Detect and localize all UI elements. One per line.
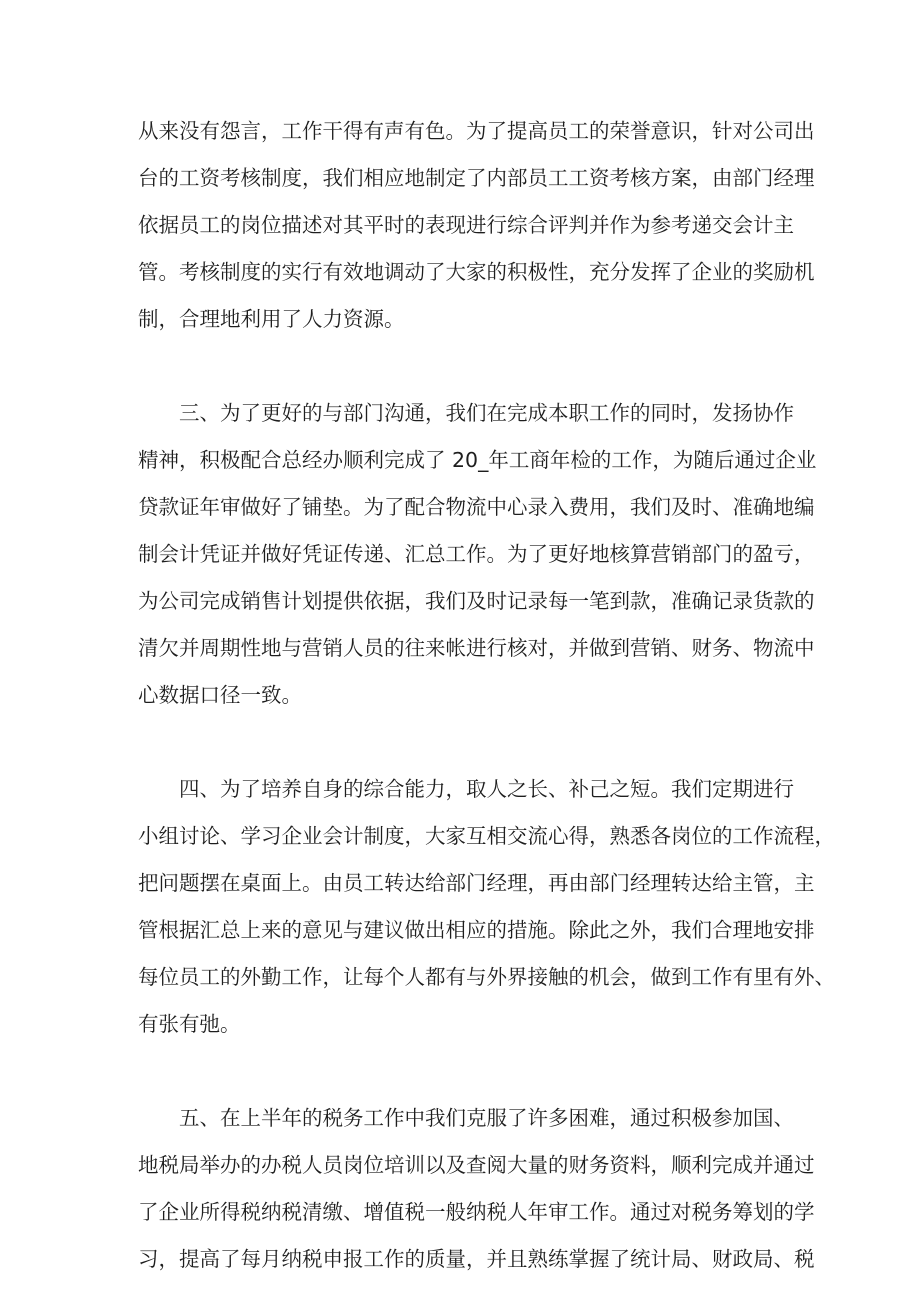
- paragraph-2-line-3: 贷款证年审做好了铺垫。为了配合物流中心录入费用，我们及时、准确地编: [138, 495, 815, 519]
- paragraph-2-line-5: 为公司完成销售计划提供依据，我们及时记录每一笔到款，准确记录货款的: [138, 589, 815, 613]
- paragraph-spacer: [138, 1048, 792, 1095]
- paragraph-4-line-1: 五、在上半年的税务工作中我们克服了许多困难，通过积极参加国、: [179, 1106, 794, 1130]
- paragraph-4-line-4: 习，提高了每月纳税申报工作的质量，并且熟练掌握了统计局、财政局、税: [138, 1247, 815, 1271]
- paragraph-3-line-3: 把问题摆在桌面上。由员工转达给部门经理，再由部门经理转达给主管，主: [138, 871, 815, 895]
- document-body: [138, 108, 835, 1283]
- paragraph-3: [138, 766, 835, 1048]
- paragraph-2-line-2: 精神，积极配合总经办顺利完成了 20_年工商年检的工作，为随后通过企业: [138, 448, 817, 472]
- paragraph-1-line-3: 依据员工的岗位描述对其平时的表现进行综合评判并作为参考递交会计主: [138, 213, 794, 237]
- paragraph-3-line-4: 管根据汇总上来的意见与建议做出相应的措施。除此之外，我们合理地安排: [138, 918, 815, 942]
- paragraph-4: [138, 1095, 815, 1283]
- paragraph-2-line-1: 三、为了更好的与部门沟通，我们在完成本职工作的同时，发扬协作: [179, 401, 794, 425]
- paragraph-spacer: [138, 719, 792, 766]
- paragraph-2-line-6: 清欠并周期性地与营销人员的往来帐进行核对，并做到营销、财务、物流中: [138, 636, 815, 660]
- paragraph-1: [138, 108, 815, 343]
- paragraph-1-line-4: 管。考核制度的实行有效地调动了大家的积极性，充分发挥了企业的奖励机: [138, 260, 815, 284]
- paragraph-1-line-2: 台的工资考核制度，我们相应地制定了内部员工工资考核方案，由部门经理: [138, 166, 815, 190]
- paragraph-1-line-5: 制，合理地利用了人力资源。: [138, 307, 405, 331]
- paragraph-2: [138, 390, 817, 719]
- paragraph-spacer: [138, 343, 792, 390]
- paragraph-3-line-5: 每位员工的外勤工作，让每个人都有与外界接触的机会，做到工作有里有外、: [138, 965, 835, 989]
- paragraph-2-line-4: 制会计凭证并做好凭证传递、汇总工作。为了更好地核算营销部门的盈亏，: [138, 542, 815, 566]
- paragraph-4-line-3: 了企业所得税纳税清缴、增值税一般纳税人年审工作。通过对税务筹划的学: [138, 1200, 815, 1224]
- paragraph-3-line-2: 小组讨论、学习企业会计制度，大家互相交流心得，熟悉各岗位的工作流程，: [138, 824, 835, 848]
- paragraph-1-line-1: 从来没有怨言，工作干得有声有色。为了提高员工的荣誉意识，针对公司出: [138, 119, 815, 143]
- paragraph-3-line-6: 有张有弛。: [138, 1012, 241, 1036]
- paragraph-4-line-2: 地税局举办的办税人员岗位培训以及查阅大量的财务资料，顺利完成并通过: [138, 1153, 815, 1177]
- paragraph-2-line-7: 心数据口径一致。: [138, 683, 302, 707]
- paragraph-3-line-1: 四、为了培养自身的综合能力，取人之长、补己之短。我们定期进行: [179, 777, 794, 801]
